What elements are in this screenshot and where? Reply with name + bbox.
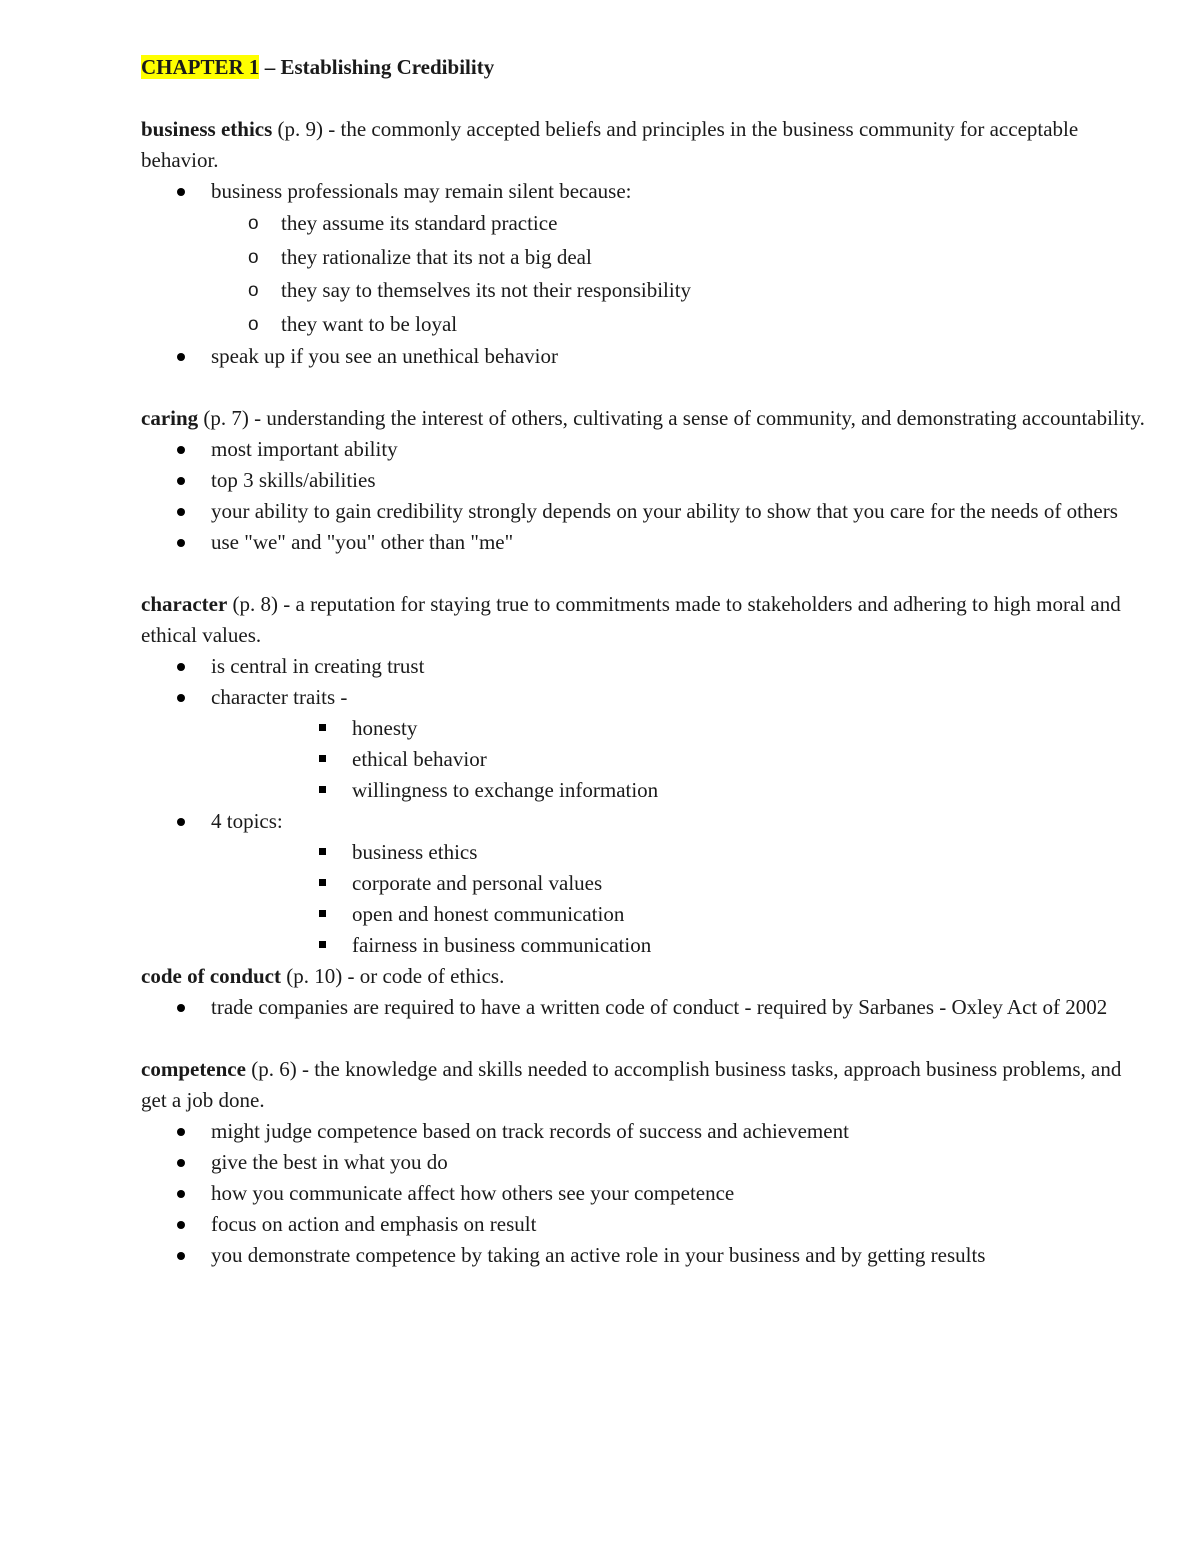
definition-text: - the commonly accepted beliefs and principles in the business community for acceptable behavior. — [141, 117, 1079, 172]
bullet-dot-icon — [177, 446, 185, 454]
list-item — [141, 1147, 1151, 1178]
sub-list-item-text: they want to be loyal — [281, 311, 458, 336]
sub-list-item — [141, 207, 1151, 241]
sub-list-item-text: they rationalize that its not a big deal — [281, 244, 592, 269]
term: character — [141, 592, 228, 616]
square-list-item-text: corporate and personal values — [352, 871, 603, 895]
sub-list-item — [141, 241, 1151, 275]
list-item-text: top 3 skills/abilities — [211, 468, 376, 492]
bullet-list — [141, 176, 1151, 372]
circle-bullet-icon: o — [248, 213, 259, 234]
list-item-text: is central in creating trust — [211, 654, 425, 678]
list-item-text: give the best in what you do — [211, 1150, 448, 1174]
list-item — [141, 176, 1151, 341]
list-item-text: speak up if you see an unethical behavior — [211, 344, 558, 368]
entry-caring — [141, 403, 1151, 558]
sub-list-item-text: they say to themselves its not their responsibility — [281, 278, 692, 302]
sub-list-item-text: they assume its standard practice — [281, 211, 558, 235]
list-item-text: trade companies are required to have a written code of conduct - required by Sarbanes - Oxley Act of 2002 — [211, 995, 1108, 1019]
list-item — [141, 1209, 1151, 1240]
bullet-dot-icon — [177, 818, 185, 826]
definition — [141, 114, 1151, 176]
bullet-dot-icon — [177, 1004, 185, 1012]
square-list-item — [141, 775, 1151, 806]
entry-business-ethics — [141, 114, 1151, 372]
page-ref: (p. 10) — [281, 964, 343, 988]
list-item-text: might judge competence based on track records of success and achievement — [211, 1119, 849, 1143]
definition-text: - the knowledge and skills needed to accomplish business tasks, approach business problems, and get a job done. — [141, 1057, 1122, 1112]
definition-text: - understanding the interest of others, cultivating a sense of community, and demonstrating accountability. — [248, 406, 1145, 430]
list-item — [141, 1240, 1151, 1271]
list-item — [141, 682, 1151, 806]
square-bullet-icon — [319, 755, 326, 762]
list-item-text: focus on action and emphasis on result — [211, 1212, 537, 1236]
square-list-item-text: honesty — [352, 716, 418, 740]
sub-list-item — [141, 308, 1151, 342]
list-item — [141, 496, 1151, 527]
circle-bullet-icon: o — [248, 313, 259, 335]
definition — [141, 403, 1151, 434]
square-list-item — [141, 837, 1151, 868]
bullet-list — [141, 434, 1151, 558]
sub-list-item — [141, 274, 1151, 308]
square-list-item-text: willingness to exchange information — [352, 778, 659, 802]
list-item-text: you demonstrate competence by taking an active role in your business and by getting results — [211, 1243, 986, 1267]
circle-bullet-icon: o — [248, 246, 259, 268]
definition — [141, 589, 1151, 651]
list-item-text: business professionals may remain silent because: — [211, 179, 632, 203]
list-item — [141, 651, 1151, 682]
list-item-text: character traits - — [211, 685, 348, 709]
list-item — [141, 434, 1151, 465]
list-item-text: most important ability — [211, 437, 398, 461]
bullet-dot-icon — [177, 1128, 185, 1136]
bullet-dot-icon — [177, 508, 185, 516]
term: code of conduct — [141, 964, 281, 988]
page-ref: (p. 8) — [227, 592, 279, 616]
definition-text: - or code of ethics. — [342, 964, 505, 988]
square-bullet-icon — [319, 848, 326, 855]
bullet-dot-icon — [177, 539, 185, 547]
sub-list — [211, 207, 1151, 341]
definition-text: - a reputation for staying true to commitments made to stakeholders and adhering to high moral and ethical values. — [141, 592, 1121, 647]
square-sub-list — [211, 713, 1151, 806]
square-bullet-icon — [319, 879, 326, 886]
square-list-item — [141, 899, 1151, 930]
list-item-text: your ability to gain credibility strongly depends on your ability to show that you care for the needs of others — [211, 499, 1118, 523]
term: caring — [141, 406, 199, 430]
document-page — [141, 52, 1151, 1271]
bullet-dot-icon — [177, 663, 185, 671]
page-ref: (p. 9) — [272, 117, 324, 141]
page-ref: (p. 7) — [198, 406, 249, 430]
definition — [141, 1054, 1151, 1116]
circle-bullet-icon: o — [248, 280, 259, 301]
entry-code-of-conduct — [141, 961, 1151, 1023]
bullet-dot-icon — [177, 353, 185, 361]
term: business ethics — [141, 117, 273, 141]
square-bullet-icon — [319, 910, 326, 917]
entry-character — [141, 589, 1151, 961]
bullet-list — [141, 651, 1151, 961]
list-item-text: how you communicate affect how others see your competence — [211, 1181, 735, 1205]
square-list-item — [141, 744, 1151, 775]
bullet-dot-icon — [177, 477, 185, 485]
term: competence — [141, 1057, 246, 1081]
list-item — [141, 527, 1151, 558]
bullet-dot-icon — [177, 1159, 185, 1167]
square-sub-list — [211, 837, 1151, 961]
bullet-dot-icon — [177, 1221, 185, 1229]
bullet-list — [141, 1116, 1151, 1271]
bullet-dot-icon — [177, 1252, 185, 1260]
definition — [141, 961, 1151, 992]
chapter-title — [141, 52, 1151, 83]
chapter-title-rest: – Establishing Credibility — [259, 55, 495, 79]
list-item-text: use "we" and "you" other than "me" — [211, 530, 514, 554]
bullet-dot-icon — [177, 1190, 185, 1198]
square-bullet-icon — [319, 724, 326, 731]
list-item — [141, 1116, 1151, 1147]
square-list-item-text: ethical behavior — [352, 747, 487, 771]
bullet-dot-icon — [177, 694, 185, 702]
chapter-title-highlight: CHAPTER 1 — [141, 55, 260, 79]
bullet-dot-icon — [177, 188, 185, 196]
list-item — [141, 465, 1151, 496]
entry-competence — [141, 1054, 1151, 1271]
list-item-text: 4 topics: — [211, 809, 283, 833]
square-bullet-icon — [319, 941, 326, 948]
page-ref: (p. 6) — [245, 1057, 297, 1081]
list-item — [141, 806, 1151, 961]
bullet-list — [141, 992, 1151, 1023]
square-bullet-icon — [319, 786, 326, 793]
square-list-item — [141, 930, 1151, 961]
square-list-item-text: open and honest communication — [352, 902, 625, 926]
square-list-item-text: fairness in business communication — [352, 933, 652, 957]
square-list-item-text: business ethics — [352, 840, 478, 864]
square-list-item — [141, 868, 1151, 899]
list-item — [141, 1178, 1151, 1209]
square-list-item — [141, 713, 1151, 744]
list-item — [141, 992, 1151, 1023]
list-item — [141, 341, 1151, 372]
